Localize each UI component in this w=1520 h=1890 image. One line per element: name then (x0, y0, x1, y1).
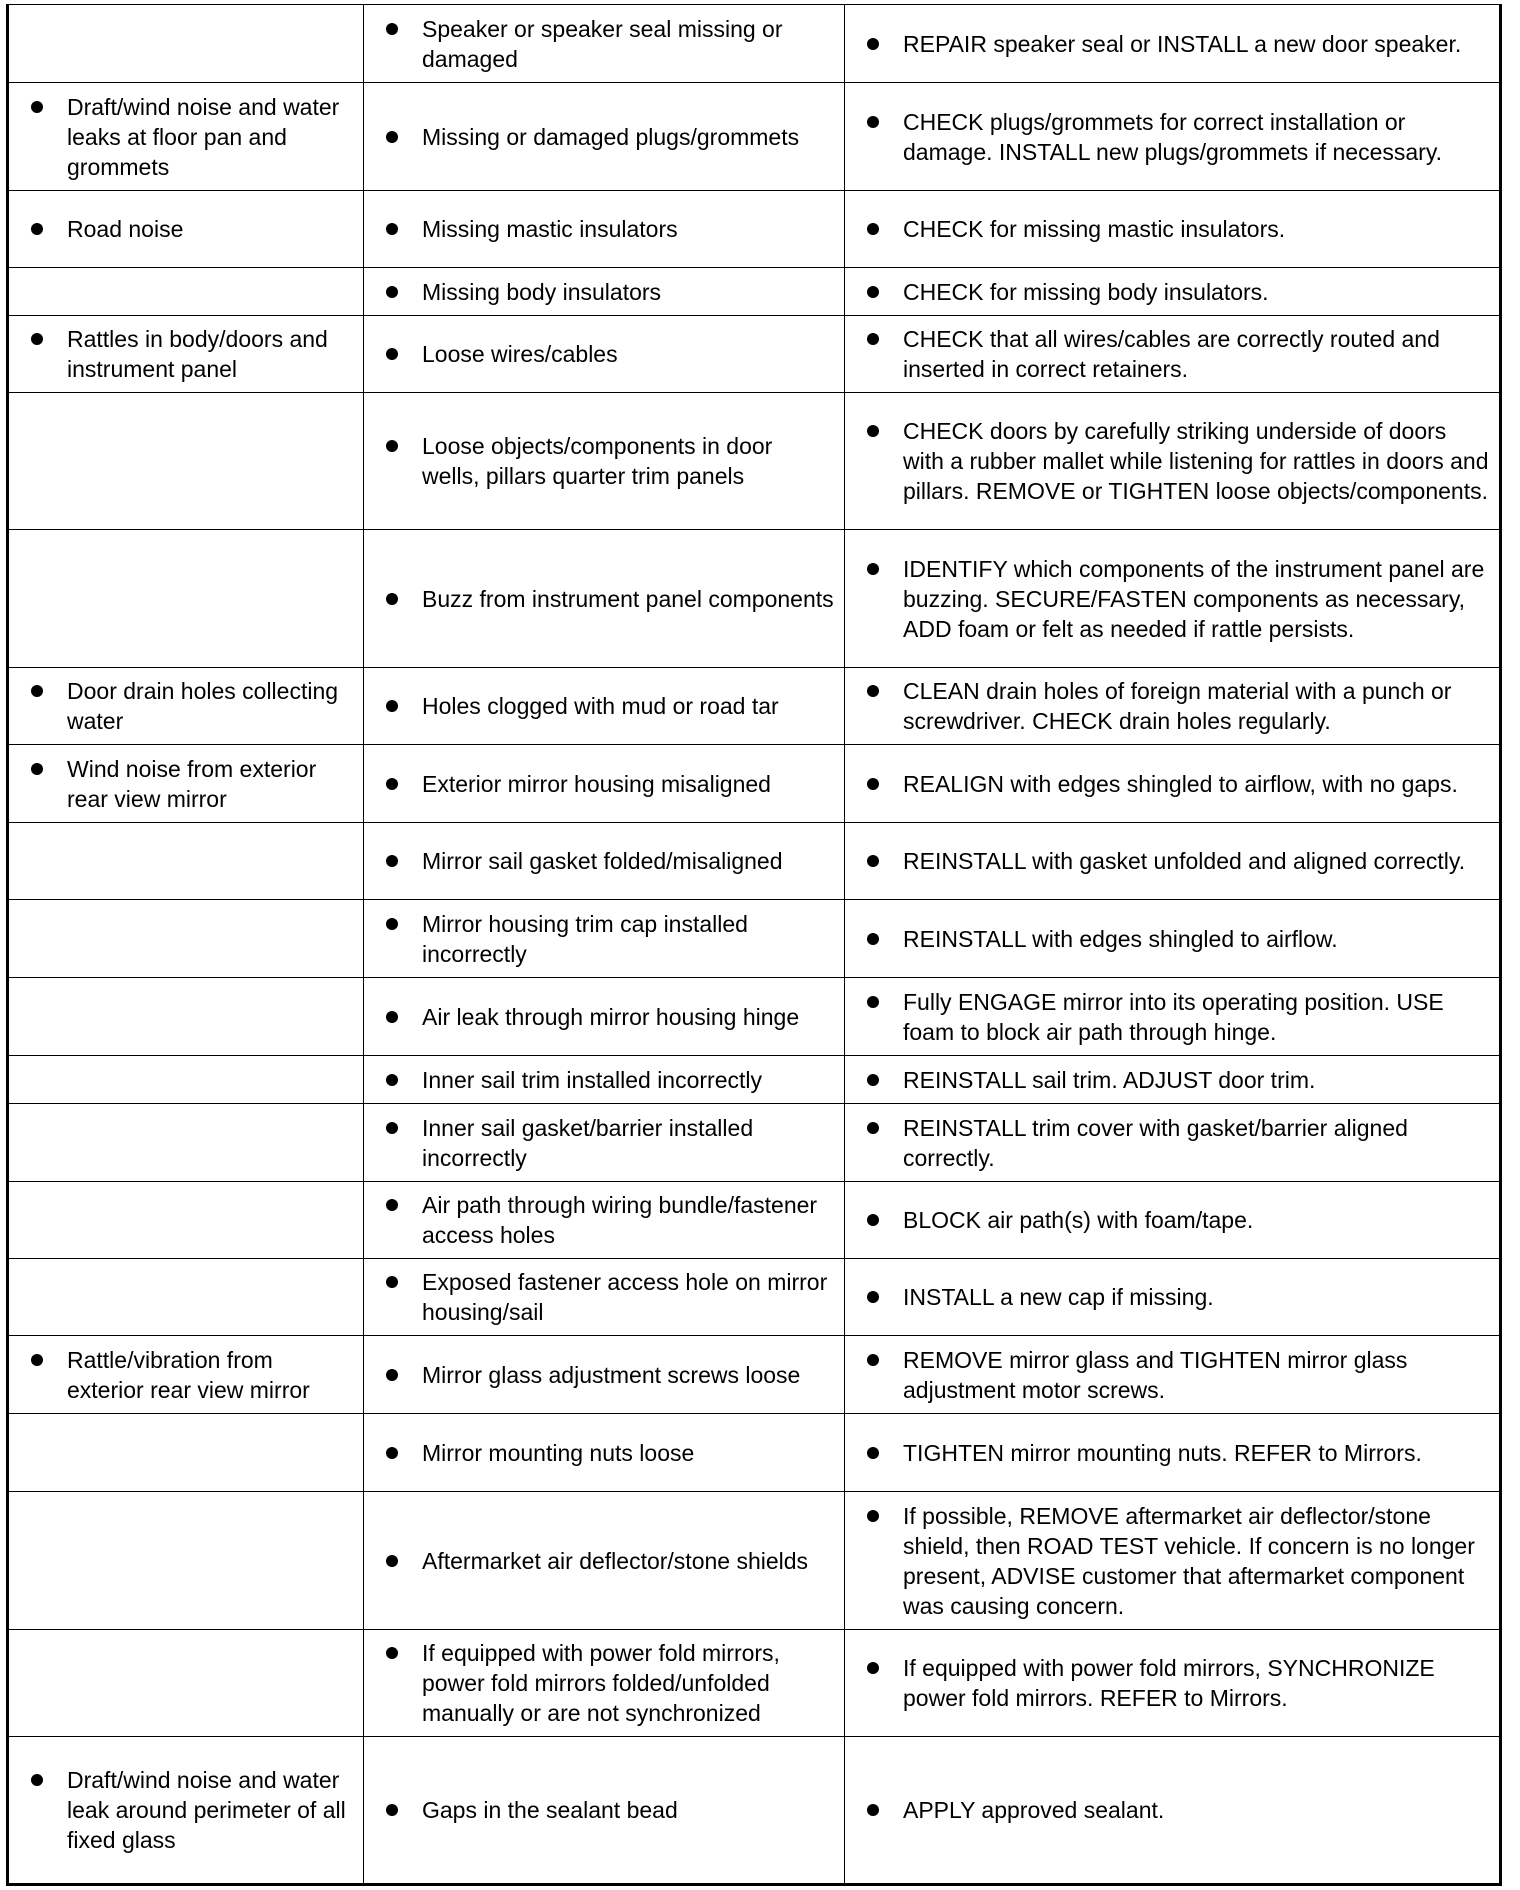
cause-text: Mirror housing trim cap installed incorrectly (386, 909, 836, 969)
action-text: INSTALL a new cap if missing. (867, 1282, 1491, 1312)
symptom-cell (8, 5, 364, 83)
symptom-cell (8, 1056, 364, 1104)
cause-text: Mirror glass adjustment screws loose (386, 1360, 836, 1390)
action-text: CHECK doors by carefully striking underside of doors with a rubber mallet while listening for rattles in doors and pillars. REMOVE or TIGHTEN loose objects/components. (867, 416, 1491, 506)
symptom-cell (8, 393, 364, 530)
cause-cell (364, 530, 845, 668)
action-cell (845, 1630, 1501, 1737)
symptom-text: Door drain holes collecting water (31, 676, 355, 736)
cause-text: Aftermarket air deflector/stone shields (386, 1546, 836, 1576)
symptom-cell (8, 1259, 364, 1336)
cause-cell (364, 191, 845, 268)
symptom-cell (8, 1182, 364, 1259)
symptom-cell (8, 1492, 364, 1630)
table-row (8, 1336, 1501, 1414)
action-text: CHECK that all wires/cables are correctly routed and inserted in correct retainers. (867, 324, 1491, 384)
table-row (8, 1182, 1501, 1259)
cause-cell (364, 1336, 845, 1414)
table-row (8, 268, 1501, 316)
cause-text: Mirror mounting nuts loose (386, 1438, 836, 1468)
action-text: REINSTALL sail trim. ADJUST door trim. (867, 1065, 1491, 1095)
action-cell (845, 316, 1501, 393)
table-row (8, 1259, 1501, 1336)
action-text: REINSTALL with edges shingled to airflow. (867, 924, 1491, 954)
action-text: REPAIR speaker seal or INSTALL a new door speaker. (867, 29, 1491, 59)
symptom-text: Draft/wind noise and water leak around perimeter of all fixed glass (31, 1765, 355, 1855)
diagnosis-table (6, 4, 1502, 1886)
cause-text: Holes clogged with mud or road tar (386, 691, 836, 721)
cause-cell (364, 1414, 845, 1492)
cause-text: Buzz from instrument panel components (386, 584, 836, 614)
cause-text: Inner sail gasket/barrier installed incorrectly (386, 1113, 836, 1173)
cause-text: Mirror sail gasket folded/misaligned (386, 846, 836, 876)
table-row (8, 1492, 1501, 1630)
cause-cell (364, 1182, 845, 1259)
table-row (8, 83, 1501, 191)
cause-text: Exposed fastener access hole on mirror housing/sail (386, 1267, 836, 1327)
symptom-text: Wind noise from exterior rear view mirror (31, 754, 355, 814)
cause-text: Air path through wiring bundle/fastener access holes (386, 1190, 836, 1250)
action-text: CHECK for missing body insulators. (867, 277, 1491, 307)
cause-cell (364, 1737, 845, 1885)
action-text: CHECK plugs/grommets for correct installation or damage. INSTALL new plugs/grommets if necessary. (867, 107, 1491, 167)
symptom-cell (8, 530, 364, 668)
action-cell (845, 83, 1501, 191)
symptom-cell (8, 823, 364, 900)
cause-cell (364, 978, 845, 1056)
action-text: REMOVE mirror glass and TIGHTEN mirror glass adjustment motor screws. (867, 1345, 1491, 1405)
table-row (8, 530, 1501, 668)
symptom-cell (8, 268, 364, 316)
symptom-cell (8, 1630, 364, 1737)
action-text: APPLY approved sealant. (867, 1795, 1491, 1825)
table-row (8, 745, 1501, 823)
cause-cell (364, 1056, 845, 1104)
symptom-cell (8, 1737, 364, 1885)
cause-cell (364, 393, 845, 530)
cause-cell (364, 900, 845, 978)
symptom-text: Rattle/vibration from exterior rear view mirror (31, 1345, 355, 1405)
action-cell (845, 530, 1501, 668)
cause-text: Loose objects/components in door wells, pillars quarter trim panels (386, 431, 836, 491)
action-text: Fully ENGAGE mirror into its operating position. USE foam to block air path through hinge. (867, 987, 1491, 1047)
action-text: IDENTIFY which components of the instrument panel are buzzing. SECURE/FASTEN components as necessary, ADD foam or felt as needed if rattle persists. (867, 554, 1491, 644)
cause-cell (364, 1259, 845, 1336)
cause-text: Missing or damaged plugs/grommets (386, 122, 836, 152)
action-text: REALIGN with edges shingled to airflow, with no gaps. (867, 769, 1491, 799)
action-cell (845, 668, 1501, 745)
cause-cell (364, 268, 845, 316)
symptom-cell (8, 316, 364, 393)
symptom-cell (8, 1336, 364, 1414)
action-text: TIGHTEN mirror mounting nuts. REFER to Mirrors. (867, 1438, 1491, 1468)
symptom-text: Road noise (31, 214, 355, 244)
cause-text: Missing mastic insulators (386, 214, 836, 244)
action-cell (845, 1414, 1501, 1492)
table-row (8, 978, 1501, 1056)
action-cell (845, 1492, 1501, 1630)
action-cell (845, 823, 1501, 900)
table-row (8, 191, 1501, 268)
cause-cell (364, 823, 845, 900)
action-cell (845, 1104, 1501, 1182)
action-cell (845, 393, 1501, 530)
cause-text: Speaker or speaker seal missing or damaged (386, 14, 836, 74)
action-text: BLOCK air path(s) with foam/tape. (867, 1205, 1491, 1235)
table-row (8, 900, 1501, 978)
action-text: If possible, REMOVE aftermarket air deflector/stone shield, then ROAD TEST vehicle. If concern is no longer present, ADVISE customer that aftermarket component was causing concern. (867, 1501, 1491, 1621)
cause-text: Exterior mirror housing misaligned (386, 769, 836, 799)
action-cell (845, 900, 1501, 978)
action-cell (845, 191, 1501, 268)
cause-cell (364, 668, 845, 745)
cause-text: Inner sail trim installed incorrectly (386, 1065, 836, 1095)
table-row (8, 1630, 1501, 1737)
cause-text: If equipped with power fold mirrors, power fold mirrors folded/unfolded manually or are not synchronized (386, 1638, 836, 1728)
action-cell (845, 1259, 1501, 1336)
symptom-cell (8, 668, 364, 745)
table-row (8, 5, 1501, 83)
action-cell (845, 1737, 1501, 1885)
symptom-cell (8, 1414, 364, 1492)
symptom-cell (8, 1104, 364, 1182)
action-text: If equipped with power fold mirrors, SYNCHRONIZE power fold mirrors. REFER to Mirrors. (867, 1653, 1491, 1713)
symptom-cell (8, 191, 364, 268)
table-row (8, 668, 1501, 745)
table-row (8, 823, 1501, 900)
action-cell (845, 745, 1501, 823)
symptom-cell (8, 978, 364, 1056)
action-text: REINSTALL with gasket unfolded and aligned correctly. (867, 846, 1491, 876)
cause-cell (364, 1630, 845, 1737)
symptom-cell (8, 900, 364, 978)
cause-text: Air leak through mirror housing hinge (386, 1002, 836, 1032)
action-cell (845, 978, 1501, 1056)
table-row (8, 1414, 1501, 1492)
action-text: CLEAN drain holes of foreign material with a punch or screwdriver. CHECK drain holes regularly. (867, 676, 1491, 736)
cause-text: Gaps in the sealant bead (386, 1795, 836, 1825)
symptom-cell (8, 83, 364, 191)
action-cell (845, 1336, 1501, 1414)
cause-cell (364, 316, 845, 393)
cause-text: Missing body insulators (386, 277, 836, 307)
table-row (8, 393, 1501, 530)
cause-cell (364, 745, 845, 823)
action-cell (845, 5, 1501, 83)
cause-cell (364, 5, 845, 83)
symptom-text: Draft/wind noise and water leaks at floor pan and grommets (31, 92, 355, 182)
table-row (8, 1737, 1501, 1885)
cause-cell (364, 1104, 845, 1182)
cause-text: Loose wires/cables (386, 339, 836, 369)
cause-cell (364, 1492, 845, 1630)
action-cell (845, 268, 1501, 316)
action-cell (845, 1056, 1501, 1104)
symptom-text: Rattles in body/doors and instrument panel (31, 324, 355, 384)
action-text: CHECK for missing mastic insulators. (867, 214, 1491, 244)
symptom-cell (8, 745, 364, 823)
action-text: REINSTALL trim cover with gasket/barrier aligned correctly. (867, 1113, 1491, 1173)
table-row (8, 1104, 1501, 1182)
table-row (8, 1056, 1501, 1104)
table-row (8, 316, 1501, 393)
cause-cell (364, 83, 845, 191)
action-cell (845, 1182, 1501, 1259)
